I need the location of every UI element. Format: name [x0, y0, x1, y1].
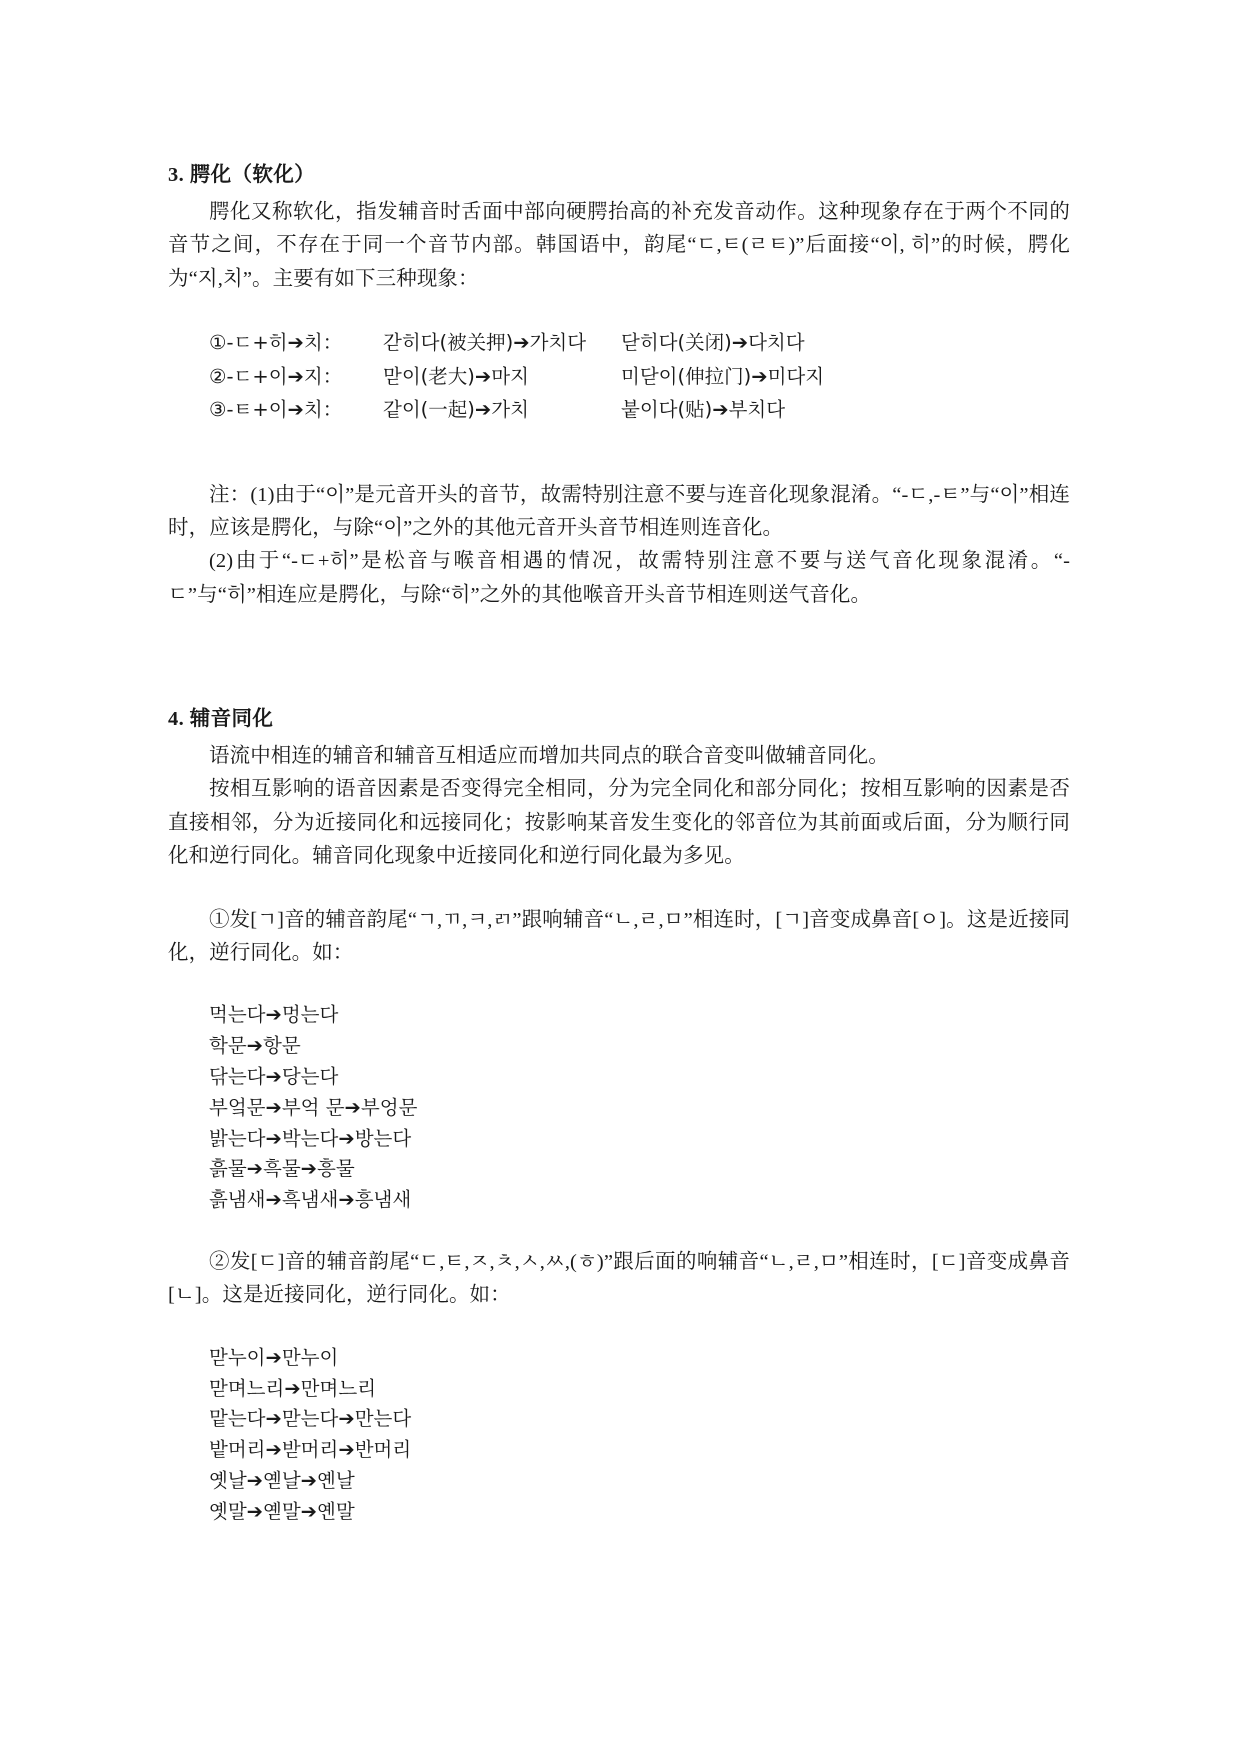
section-3-title: 腭化（软化）	[189, 164, 316, 186]
list-item: 맡는다➔맏는다➔만는다	[209, 1407, 412, 1431]
spacer	[168, 612, 1070, 704]
example-first: 같이(一起)➔가치	[383, 398, 529, 422]
example-first: 맏이(老大)➔마지	[383, 364, 529, 388]
list-item: 맏며느리➔만며느리	[209, 1376, 377, 1400]
list-item: 옛날➔옏날➔옌날	[209, 1468, 355, 1492]
section-3-number: 3.	[168, 164, 185, 186]
spacer	[168, 296, 1070, 326]
section-4-title: 辅音同化	[189, 708, 274, 731]
example-row	[209, 393, 1070, 427]
list-item: 먹는다➔멍는다	[209, 1003, 339, 1027]
palatalization-examples	[168, 326, 1070, 427]
assimilation-rule-1-examples	[168, 1000, 1070, 1216]
section-4-paragraph-2: 按相互影响的语音因素是否变得完全相同，分为完全同化和部分同化；按相互影响的因素是否直接相邻，分为近接同化和远接同化；按影响某音发生变化的邻音位为其前面或后面，分为顺行同化和逆行同化。辅音同化现象中近接同化和逆行同化最为多见。	[168, 778, 1070, 868]
section-3-heading	[168, 160, 1070, 191]
assimilation-rule-1-text: ①发[ㄱ]音的辅音韵尾“ㄱ,ㄲ,ㅋ,ㄺ”跟响辅音“ㄴ,ㄹ,ㅁ”相连时，[ㄱ]音变成鼻音[ㅇ]。这是近接同化，逆行同化。如：	[168, 908, 1070, 964]
spacer	[168, 427, 1070, 479]
example-second: 붙이다(贴)➔부치다	[621, 398, 786, 422]
example-second: 미닫이(伸拉门)➔미다지	[621, 364, 825, 388]
section-3-note-1: 注：(1)由于“이”是元音开头的音节，故需特别注意不要与连音化现象混淆。“-ㄷ,-ㅌ”与“이”相连时，应该是腭化，与除“이”之外的其他元音开头音节相连则连音化。	[168, 483, 1070, 539]
list-item: 부엌문➔부억 문➔부엉문	[209, 1095, 418, 1119]
example-row	[209, 326, 1070, 360]
spacer	[168, 970, 1070, 1000]
list-item: 밝는다➔박는다➔방는다	[209, 1126, 412, 1150]
list-item: 흙냄새➔흑냄새➔흥냄새	[209, 1188, 412, 1212]
example-row	[209, 360, 1070, 394]
list-item: 학문➔항문	[209, 1034, 301, 1058]
section-3-note-2: (2)由于“-ㄷ+히”是松音与喉音相遇的情况，故需特别注意不要与送气音化现象混淆。“-ㄷ”与“히”相连应是腭化，与除“히”之外的其他喉音开头音节相连则送气音化。	[168, 550, 1070, 606]
spacer	[168, 1313, 1070, 1343]
spacer	[168, 874, 1070, 904]
assimilation-rule-2-text: ②发[ㄷ]音的辅音韵尾“ㄷ,ㅌ,ㅈ,ㅊ,ㅅ,ㅆ,(ㅎ)”跟后面的响辅音“ㄴ,ㄹ,ㅁ”相连时，[ㄷ]音变成鼻音[ㄴ]。这是近接同化，逆行同化。如：	[168, 1250, 1070, 1307]
page-content	[168, 160, 1070, 1528]
example-second: 닫히다(关闭)➔다치다	[621, 330, 805, 354]
spacer	[168, 1216, 1070, 1246]
example-rule: ①-ㄷ+히➔치：	[209, 330, 343, 354]
list-item: 닦는다➔당는다	[209, 1064, 339, 1088]
assimilation-rule-2-examples	[168, 1343, 1070, 1528]
list-item: 맏누이➔만누이	[209, 1345, 339, 1369]
example-first: 갇히다(被关押)➔가치다	[383, 330, 587, 354]
list-item: 밭머리➔받머리➔반머리	[209, 1438, 412, 1462]
section-3-paragraph-1: 腭化又称软化，指发辅音时舌面中部向硬腭抬高的补充发音动作。这种现象存在于两个不同的音节之间，不存在于同一个音节内部。韩国语中，韵尾“ㄷ,ㅌ(ㄹㅌ)”后面接“이, 히”的时候，腭化为“지,치”。主要有如下三种现象：	[168, 200, 1070, 290]
section-4-heading	[168, 704, 1070, 735]
list-item: 옛말➔옏말➔옌말	[209, 1499, 355, 1523]
section-4-paragraph-1: 语流中相连的辅音和辅音互相适应而增加共同点的联合音变叫做辅音同化。	[209, 744, 889, 767]
section-4-number: 4.	[168, 708, 185, 731]
list-item: 흙물➔흑물➔흥물	[209, 1157, 355, 1181]
example-rule: ②-ㄷ+이➔지：	[209, 364, 343, 388]
example-rule: ③-ㅌ+이➔치：	[209, 398, 343, 422]
